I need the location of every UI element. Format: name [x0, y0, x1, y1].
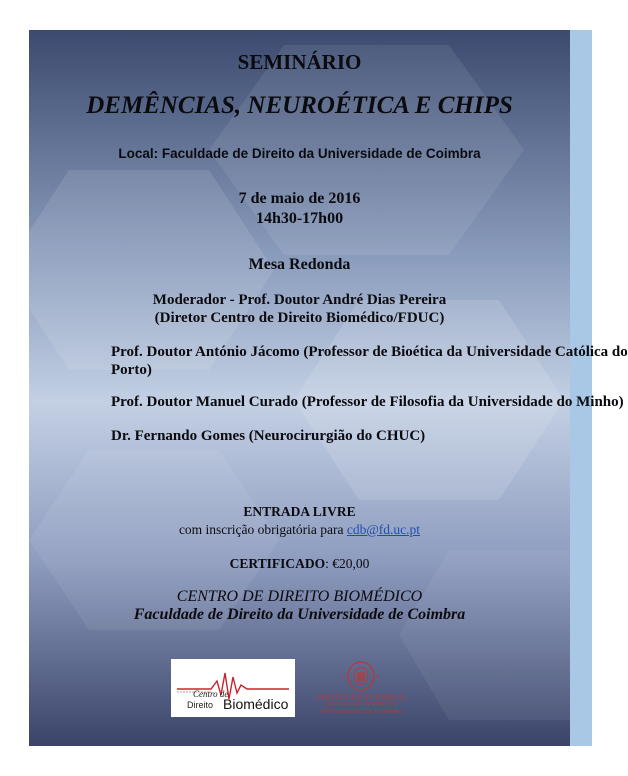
organizer-name: CENTRO DE DIREITO BIOMÉDICO [176, 588, 423, 605]
speaker-1-line1: Prof. Doutor António Jácomo (Professor de Bioética da Universidade Católica do [111, 344, 628, 360]
poster [29, 30, 628, 746]
institute-logo [311, 660, 411, 720]
certificate-line [29, 556, 570, 572]
registration-text: com inscrição obrigatória para [178, 522, 347, 537]
institute-faculty: FACVLDADE DE DIREITO [325, 702, 397, 708]
logo-text-biomedico: Biomédico [223, 696, 289, 712]
section-heading: Mesa Redonda [248, 256, 351, 273]
institute-university: VNIVERSIDADE DE COIMBRA [319, 709, 403, 715]
side-strip [570, 30, 592, 746]
event-time: 14h30-17h00 [255, 210, 344, 227]
speaker-3: Dr. Fernando Gomes (Neurocirurgião do CHUC) [111, 428, 426, 444]
seminar-subtitle: DEMÊNCIAS, NEUROÉTICA E CHIPS [86, 92, 513, 119]
cdb-logo [171, 659, 295, 717]
speaker-1-line2: Porto) [111, 362, 152, 378]
moderator-name: Moderador - Prof. Doutor André Dias Pereira [152, 292, 447, 308]
organizer-faculty: Faculdade de Direito da Universidade de Coimbra [133, 606, 466, 623]
venue-text: Local: Faculdade de Direito da Universidade de Coimbra [118, 146, 481, 161]
certificate-label: CERTIFICADO [229, 556, 326, 571]
speaker-2: Prof. Doutor Manuel Curado (Professor de Filosofia da Universidade do Minho) [111, 394, 624, 410]
registration-line [29, 522, 570, 538]
certificate-price: : €20,00 [325, 556, 370, 571]
logo-text-direito: Direito [187, 700, 214, 710]
logo-text-centro: Centro de [193, 689, 229, 699]
seminar-title: SEMINÁRIO [237, 50, 362, 74]
free-entry-text: ENTRADA LIVRE [243, 504, 356, 519]
institute-name: INSTITVTO·IVRIDICO [316, 693, 406, 702]
moderator-role: (Diretor Centro de Direito Biomédico/FDUC) [154, 310, 445, 326]
registration-email-link[interactable]: cdb@fd.uc.pt [346, 522, 421, 537]
crest-icon [311, 660, 411, 692]
event-date: 7 de maio de 2016 [238, 190, 361, 207]
